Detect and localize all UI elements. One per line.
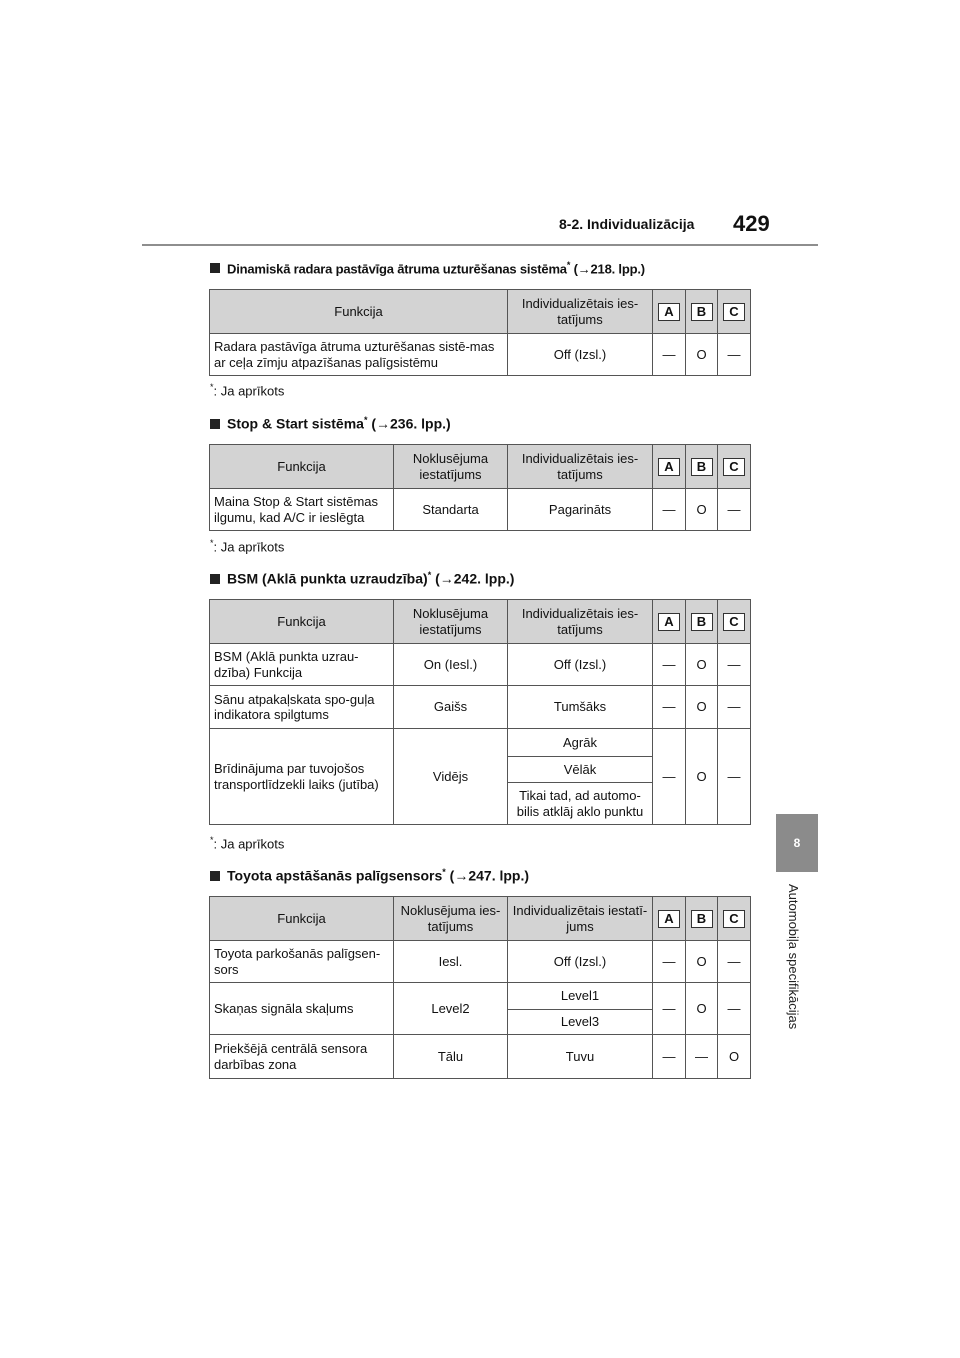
footnote: *: Ja aprīkots (210, 835, 285, 852)
header-function: Funkcija (210, 290, 508, 334)
b-cell: — (686, 1035, 718, 1079)
custom-cell: Pagarināts (508, 489, 653, 531)
table-row (210, 941, 751, 983)
a-cell: — (653, 489, 686, 531)
table-row (210, 644, 751, 686)
function-cell: Toyota parkošanās palīgsen-sors (210, 941, 394, 983)
section-header: 8-2. Individualizācija (559, 216, 695, 232)
default-cell: Tālu (394, 1035, 508, 1079)
custom-cell: Vēlāk (508, 757, 653, 783)
square-bullet-icon (210, 419, 220, 429)
custom-cell: Off (Izsl.) (508, 334, 653, 376)
table-row (210, 983, 751, 1010)
b-cell: O (686, 686, 718, 729)
default-cell: Standarta (394, 489, 508, 531)
header-custom: Individualizētais ies-tatījums (508, 290, 653, 334)
table-row (210, 489, 751, 531)
b-cell: O (686, 334, 718, 376)
header-default: Noklusējuma ies-tatījums (394, 897, 508, 941)
square-bullet-icon (210, 871, 220, 881)
header-custom: Individualizētais iestatī-jums (508, 897, 653, 941)
square-bullet-icon (210, 263, 220, 273)
function-cell: Maina Stop & Start sistēmas ilgumu, kad A/C ir ieslēgta (210, 489, 394, 531)
custom-cell: Tikai tad, ad automo-bilis atklāj aklo punktu (508, 783, 653, 825)
chapter-label: Automobiļa specifikācijas (786, 884, 801, 1030)
column-a-label: A (658, 303, 680, 321)
column-a-label: A (658, 458, 680, 476)
c-cell: — (718, 644, 751, 686)
header-function: Funkcija (210, 897, 394, 941)
c-cell: — (718, 983, 751, 1035)
function-cell: Skaņas signāla skaļums (210, 983, 394, 1035)
table-stop-start (209, 444, 751, 531)
column-c-label: C (723, 910, 745, 928)
header-default: Noklusējuma iestatījums (394, 445, 508, 489)
a-cell: — (653, 686, 686, 729)
b-cell: O (686, 489, 718, 531)
section-title-toyota-parking: Toyota apstāšanās palīgsensors* (→247. lpp.) (210, 867, 529, 884)
column-b-label: B (691, 910, 713, 928)
a-cell: — (653, 983, 686, 1035)
c-cell: — (718, 489, 751, 531)
square-bullet-icon (210, 574, 220, 584)
custom-cell: Off (Izsl.) (508, 941, 653, 983)
default-cell: Iesl. (394, 941, 508, 983)
a-cell: — (653, 644, 686, 686)
section-title-bsm: BSM (Aklā punkta uzraudzība)* (→242. lpp.) (210, 570, 514, 587)
footnote: *: Ja aprīkots (210, 382, 285, 399)
column-c-label: C (723, 458, 745, 476)
function-cell: Radara pastāvīga ātruma uzturēšanas sistē-mas ar ceļa zīmju atpazīšanas palīgsistēmu (210, 334, 508, 376)
header-function: Funkcija (210, 600, 394, 644)
c-cell: — (718, 334, 751, 376)
function-cell: BSM (Aklā punkta uzrau-dzība) Funkcija (210, 644, 394, 686)
b-cell: O (686, 941, 718, 983)
header-default: Noklusējuma iestatījums (394, 600, 508, 644)
c-cell: — (718, 941, 751, 983)
section-title-stop-start: Stop & Start sistēma* (→236. lpp.) (210, 415, 451, 432)
header-custom: Individualizētais ies-tatījums (508, 600, 653, 644)
default-cell: Level2 (394, 983, 508, 1035)
table-row (210, 686, 751, 729)
table-row (210, 334, 751, 376)
header-custom: Individualizētais ies-tatījums (508, 445, 653, 489)
default-cell: Vidējs (394, 729, 508, 825)
header-rule (142, 244, 818, 246)
default-cell: Gaišs (394, 686, 508, 729)
custom-cell: Agrāk (508, 729, 653, 757)
c-cell: — (718, 686, 751, 729)
custom-cell: Level1 (508, 983, 653, 1010)
c-cell: — (718, 729, 751, 825)
section-title-radar-cruise: Dinamiskā radara pastāvīga ātruma uzturēšanas sistēma* (→218. lpp.) (210, 260, 645, 276)
b-cell: O (686, 644, 718, 686)
function-cell: Brīdinājuma par tuvojošos transportlīdzekli laiks (jutība) (210, 729, 394, 825)
column-b-label: B (691, 303, 713, 321)
column-a-label: A (658, 910, 680, 928)
chapter-tab: 8 (776, 814, 818, 872)
column-a-label: A (658, 613, 680, 631)
custom-cell: Level3 (508, 1010, 653, 1035)
table-toyota-parking (209, 896, 751, 1079)
c-cell: O (718, 1035, 751, 1079)
function-cell: Priekšējā centrālā sensora darbības zona (210, 1035, 394, 1079)
custom-cell: Tumšāks (508, 686, 653, 729)
a-cell: — (653, 334, 686, 376)
b-cell: O (686, 729, 718, 825)
a-cell: — (653, 941, 686, 983)
header-function: Funkcija (210, 445, 394, 489)
function-cell: Sānu atpakaļskata spo-guļa indikatora spilgtums (210, 686, 394, 729)
a-cell: — (653, 729, 686, 825)
custom-cell: Off (Izsl.) (508, 644, 653, 686)
footnote: *: Ja aprīkots (210, 538, 285, 555)
column-b-label: B (691, 458, 713, 476)
column-c-label: C (723, 303, 745, 321)
table-bsm (209, 599, 751, 825)
column-c-label: C (723, 613, 745, 631)
page-number: 429 (733, 211, 770, 236)
a-cell: — (653, 1035, 686, 1079)
table-radar-cruise (209, 289, 751, 376)
column-b-label: B (691, 613, 713, 631)
b-cell: O (686, 983, 718, 1035)
table-row (210, 729, 751, 757)
default-cell: On (Iesl.) (394, 644, 508, 686)
table-row (210, 1035, 751, 1079)
custom-cell: Tuvu (508, 1035, 653, 1079)
